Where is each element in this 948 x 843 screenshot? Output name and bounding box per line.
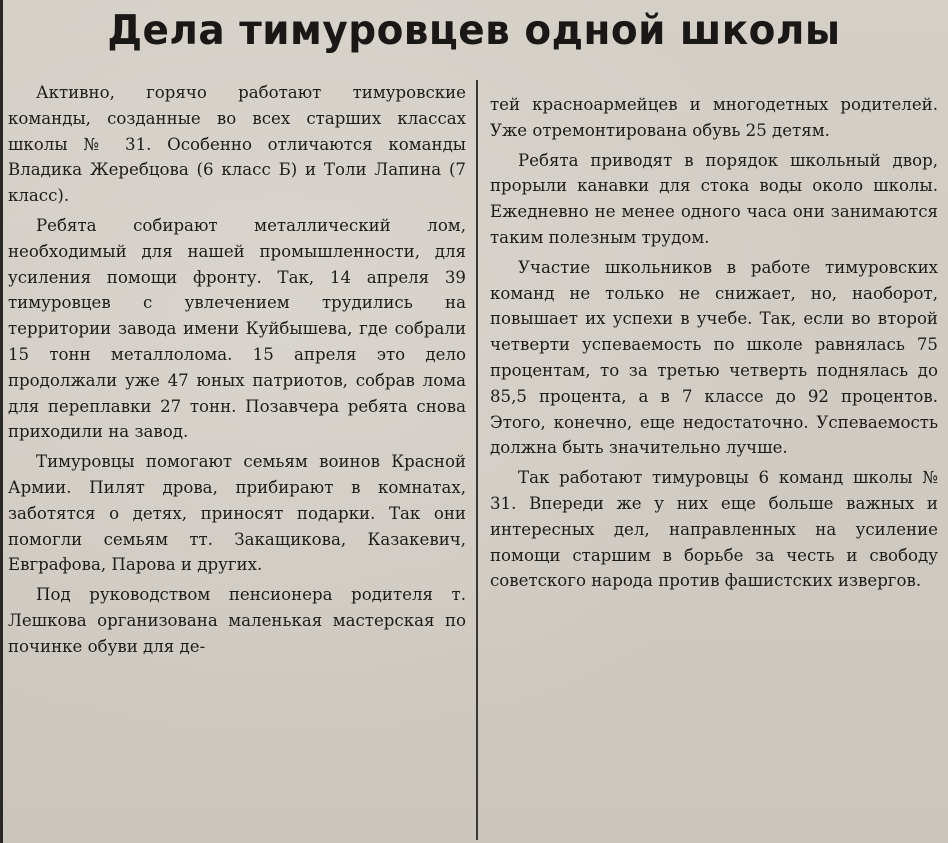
paragraph: Ребята приводят в порядок школьный двор, прорыли канавки для стока воды около школы. Ежедневно не менее одного часа они занимаются таким полезным трудом. (490, 150, 938, 247)
left-column (8, 80, 466, 664)
paragraph: Так работают тимуровцы 6 команд школы № 31. Впереди же у них еще больше важных и интересных дел, направленных на усиление помощи старшим в борьбе за честь и свободу советского народа против фашистских извергов. (490, 468, 938, 591)
paragraph: Ребята собирают металлический лом, необходимый для нашей промышленности, для усиления помощи фронту. Так, 14 апреля 39 тимуровцев с увлечением трудились на территории завода имени Куйбышева, где собрали 15 тонн металлолома. 15 апреля это дело продолжали уже 47 юных патриотов, собрав лома для переплавки 27 тонн. Позавчера ребята снова приходили на завод. (8, 215, 466, 442)
column-divider (476, 80, 478, 840)
paragraph-continuation: тей красноармейцев и многодетных родителей. Уже отремонтирована обувь 25 детям. (490, 95, 938, 140)
paragraph: Участие школьников в работе тимуровских команд не только не снижает, но, наоборот, повышает их успехи в учебе. Так, если во второй четверти успеваемость по школе равнялась 75 процентам, то за третью четверть поднялась до 85,5 процента, а в 7 классе до 92 процентов. Этого, конечно, еще недостаточно. Успеваемость должна быть значительно лучше. (490, 257, 938, 458)
page-edge (0, 0, 3, 843)
headline: Дела тимуровцев одной школы (107, 6, 841, 54)
paragraph: Под руководством пенсионера родителя т. Лешкова организована маленькая мастерская по починке обуви для де- (8, 585, 466, 656)
paragraph: Тимуровцы помогают семьям воинов Красной Армии. Пилят дрова, прибирают в комнатах, заботятся о детях, приносят подарки. Так они помогли семьям тт. Закащикова, Казакевич, Евграфова, Парова и других. (8, 452, 466, 575)
right-column (490, 92, 938, 598)
paragraph: Активно, горячо работают тимуровские команды, созданные во всех старших классах школы № 31. Особенно отличаются команды Владика Жеребцова (6 класс Б) и Толи Лапина (7 класс). (8, 83, 466, 206)
